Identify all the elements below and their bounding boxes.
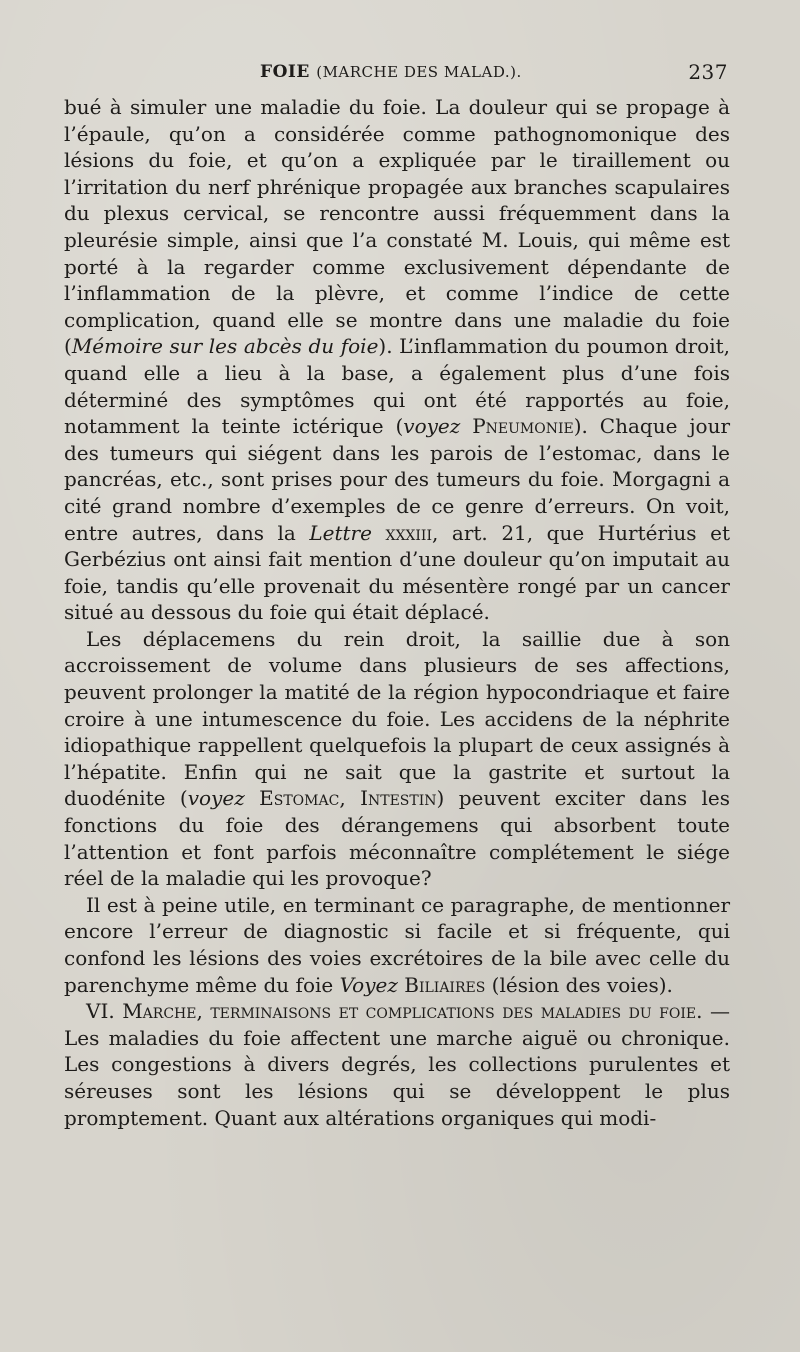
paragraph-text: (lésion des voies). [485,972,673,997]
italic-reference: voyez [187,786,245,811]
running-head [64,58,730,94]
section-heading: VI. Marche, terminaisons et complications des maladies du foie. [86,999,703,1024]
cross-reference: Intestin [360,786,437,811]
paragraph [64,892,730,998]
running-title [260,62,522,82]
cross-reference: Estomac [259,786,340,811]
italic-reference: Lettre [309,520,372,545]
paragraph-text: , art. 21, que Hurtérius et Gerbézius ont ainsi fait mention d’une douleur qu’on imputait au foie, tandis qu’elle provenait du mésentère rongé par un cancer situé au dessous du foie qui était déplacé. [64,520,730,625]
italic-reference: Voyez [339,972,398,997]
paragraph [64,998,730,1131]
cross-reference: Pneumonie [472,414,574,439]
page-number: 237 [688,60,728,84]
body-text [64,94,730,1131]
cross-reference: Biliaires [404,972,486,997]
paragraph-text: — Les maladies du foie affectent une marche aiguë ou chronique. Les congestions à divers degrés, les collections purulentes et séreuses sont les lésions qui se développent le plus promptement. Quant aux altérations organiques qui modi- [64,999,730,1130]
italic-reference: voyez [403,414,461,439]
roman-numeral: xxxiii [385,520,432,545]
running-title-main: FOIE [260,62,310,82]
paragraph-text: , [339,786,361,811]
paragraph-text: Les déplacemens du rein droit, la saillie due à son accroissement de volume dans plusieurs de ses affections, peuvent prolonger la matité de la région hypocondriaque et faire croire à une intumescence du foie. Les accidens de la néphrite idiopathique rappellent quelquefois la plupart de ceux assignés à l’hépatite. Enfin qui ne sait que la gastrite et surtout la duodénite ( [64,626,730,811]
book-page [64,58,730,1131]
paragraph-text: bué à simuler une maladie du foie. La douleur qui se propage à l’épaule, qu’on a considérée comme pathognomonique des lésions du foie, et qu’on a expliquée par le tiraillement ou l’irritation du nerf phrénique propagée aux branches scapulaires du plexus cervical, se rencontre aussi fréquemment dans la pleurésie simple, ainsi que l’a constaté M. Louis, qui même est porté à la regarder comme exclusivement dépendante de l’inflammation de la plèvre, et comme l’indice de cette complication, quand elle se montre dans une maladie du foie ( [64,95,730,359]
paragraph-text: ). Chaque jour des tumeurs qui siégent dans les parois de l’estomac, dans le pancréas, etc., sont prises pour des tumeurs du foie. Morgagni a cité grand nombre d’exemples de ce genre d’erreurs. On voit, entre autres, dans la [64,414,731,545]
paragraph [64,94,730,626]
running-title-subtitle: (MARCHE DES MALAD.). [316,63,522,81]
paragraph-text: Il est à peine utile, en terminant ce paragraphe, de mentionner encore l’erreur de diagnostic si facile et si fréquente, qui confond les lésions des voies excrétoires de la bile avec celle du parenchyme même du foie [64,892,730,997]
paragraph [64,626,730,892]
paragraph-text: ). L’inflammation du poumon droit, quand elle a lieu à la base, a également plus d’une fois déterminé des symptômes qui ont été rapportés au foie, notamment la teinte ictérique ( [64,334,730,439]
paragraph-text: ) peuvent exciter dans les fonctions du foie des dérangemens qui absorbent toute l’attention et font parfois méconnaître complétement le siége réel de la maladie qui les provoque? [64,786,730,891]
italic-reference: Mémoire sur les abcès du foie [71,334,379,359]
